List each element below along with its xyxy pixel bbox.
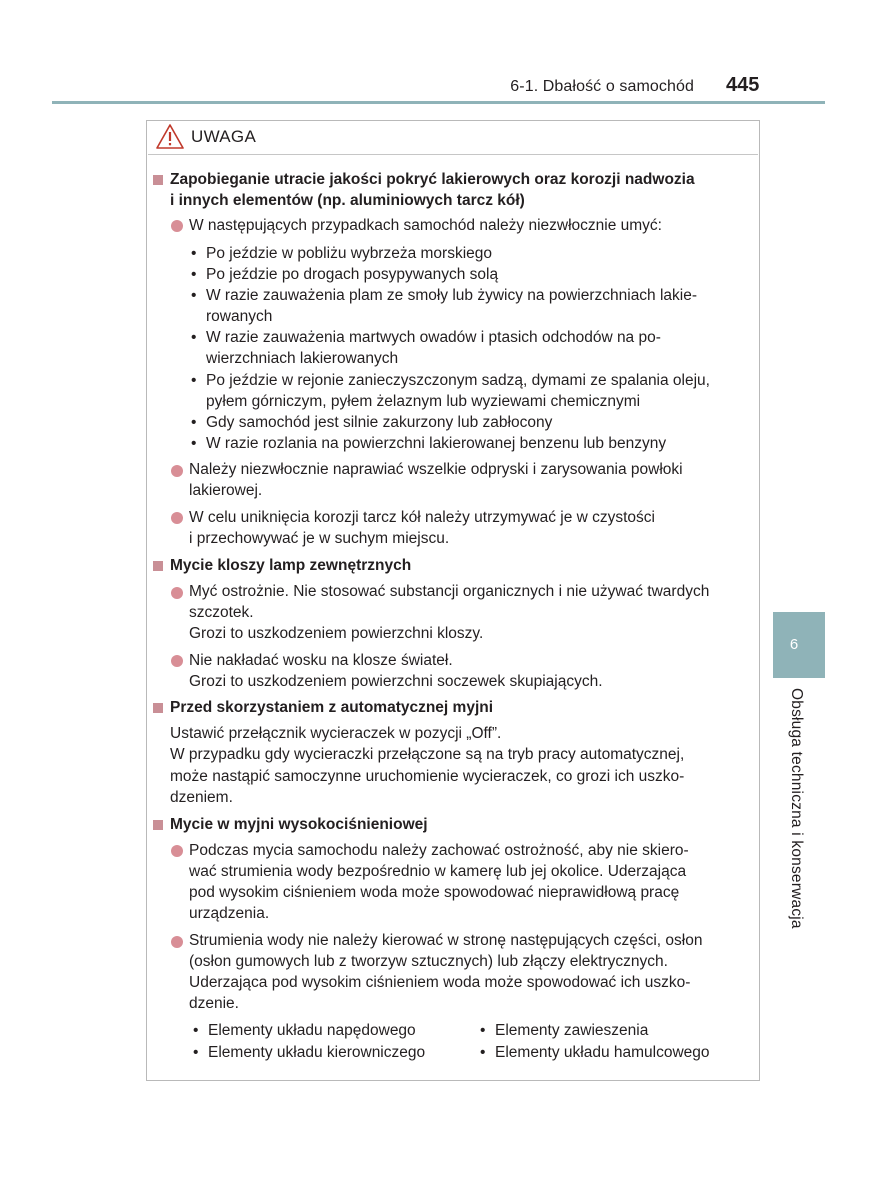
page-number: 445 — [726, 74, 760, 96]
column-item: Elementy układu napędowego — [208, 1022, 416, 1039]
item-text: Uderzająca pod wysokim ciśnieniem woda może spowodować ich uszko- — [189, 974, 691, 991]
dot-marker — [171, 936, 183, 948]
bullet-text: Po jeździe po drogach posypywanych solą — [206, 266, 499, 283]
item-text: lakierowej. — [189, 482, 263, 499]
bullet-text: rowanych — [206, 308, 273, 325]
dot-marker — [171, 845, 183, 857]
bullet-text: Po jeździe w pobliżu wybrzeża morskiego — [206, 245, 493, 262]
bullet-text: wierzchniach lakierowanych — [206, 350, 399, 367]
dot-marker — [171, 512, 183, 524]
section-heading: i innych elementów (np. aluminiowych tarcz kół) — [170, 192, 525, 209]
item-text: i przechowywać je w suchym miejscu. — [189, 530, 450, 547]
section-marker — [153, 820, 163, 830]
bullet-marker: • — [191, 414, 197, 431]
dot-marker — [171, 465, 183, 477]
chapter-title: Obsługa techniczna i konserwacja — [788, 688, 805, 929]
bullet-marker: • — [191, 329, 197, 346]
section-heading: Mycie kloszy lamp zewnętrznych — [170, 557, 412, 574]
column-item: Elementy zawieszenia — [495, 1022, 649, 1039]
dot-marker — [171, 655, 183, 667]
bullet-marker: • — [191, 245, 197, 262]
bullet-text: Po jeździe w rejonie zanieczyszczonym sadzą, dymami ze spalania oleju, — [206, 372, 710, 389]
section-title: 6-1. Dbałość o samochód — [510, 78, 694, 95]
item-text: wać strumienia wody bezpośrednio w kamerę lub jej okolice. Uderzająca — [189, 863, 687, 880]
body-text: dzeniem. — [170, 789, 233, 806]
bullet-marker: • — [193, 1022, 199, 1039]
section-marker — [153, 561, 163, 571]
warning-divider — [148, 154, 758, 155]
chapter-number: 6 — [789, 636, 799, 653]
bullet-marker: • — [480, 1044, 486, 1061]
item-text: Podczas mycia samochodu należy zachować ostrożność, aby nie skiero- — [189, 842, 689, 859]
body-text: Ustawić przełącznik wycieraczek w pozycji „Off”. — [170, 725, 502, 742]
body-text: może nastąpić samoczynne uruchomienie wycieraczek, co grozi ich uszko- — [170, 768, 685, 785]
bullet-marker: • — [480, 1022, 486, 1039]
item-text: pod wysokim ciśnieniem woda może spowodować nieprawidłową pracę — [189, 884, 680, 901]
item-text: Myć ostrożnie. Nie stosować substancji organicznych i nie używać twardych — [189, 583, 710, 600]
bullet-marker: • — [191, 287, 197, 304]
item-text: Strumienia wody nie należy kierować w stronę następujących części, osłon — [189, 932, 703, 949]
body-text: W przypadku gdy wycieraczki przełączone są na tryb pracy automatycznej, — [170, 746, 685, 763]
item-text: urządzenia. — [189, 905, 270, 922]
warning-label: UWAGA — [191, 127, 257, 146]
bullet-text: W razie zauważenia martwych owadów i ptasich odchodów na po- — [206, 329, 661, 346]
bullet-text: W razie zauważenia plam ze smoły lub żywicy na powierzchniach lakie- — [206, 287, 698, 304]
header-rule — [52, 101, 825, 104]
bullet-marker: • — [191, 435, 197, 452]
warning-header — [148, 121, 758, 153]
item-text: szczotek. — [189, 604, 254, 621]
column-item: Elementy układu kierowniczego — [208, 1044, 426, 1061]
bullet-text: Gdy samochód jest silnie zakurzony lub zabłocony — [206, 414, 553, 431]
item-text: dzenie. — [189, 995, 239, 1012]
section-marker — [153, 703, 163, 713]
bullet-text: W razie rozlania na powierzchni lakierowanej benzenu lub benzyny — [206, 435, 667, 452]
item-text: Należy niezwłocznie naprawiać wszelkie odpryski i zarysowania powłoki — [189, 461, 683, 478]
section-heading: Mycie w myjni wysokociśnieniowej — [170, 816, 428, 833]
item-text: (osłon gumowych lub z tworzyw sztucznych) lub złączy elektrycznych. — [189, 953, 668, 970]
bullet-text: pyłem górniczym, pyłem żelaznym lub wyziewami chemicznymi — [206, 393, 641, 410]
section-heading: Przed skorzystaniem z automatycznej myjni — [170, 699, 494, 716]
dot-marker — [171, 220, 183, 232]
warning-triangle-icon — [155, 123, 185, 150]
item-text: W celu uniknięcia korozji tarcz kół należy utrzymywać je w czystości — [189, 509, 655, 526]
column-item: Elementy układu hamulcowego — [495, 1044, 710, 1061]
chapter-tab — [773, 612, 825, 678]
item-text: Grozi to uszkodzeniem powierzchni soczewek skupiających. — [189, 673, 603, 690]
item-text: Nie nakładać wosku na klosze świateł. — [189, 652, 453, 669]
section-marker — [153, 175, 163, 185]
bullet-marker: • — [193, 1044, 199, 1061]
item-text: W następujących przypadkach samochód należy niezwłocznie umyć: — [189, 217, 662, 234]
dot-marker — [171, 587, 183, 599]
bullet-marker: • — [191, 372, 197, 389]
bullet-marker: • — [191, 266, 197, 283]
item-text: Grozi to uszkodzeniem powierzchni kloszy. — [189, 625, 484, 642]
section-heading: Zapobieganie utracie jakości pokryć lakierowych oraz korozji nadwozia — [170, 171, 695, 188]
